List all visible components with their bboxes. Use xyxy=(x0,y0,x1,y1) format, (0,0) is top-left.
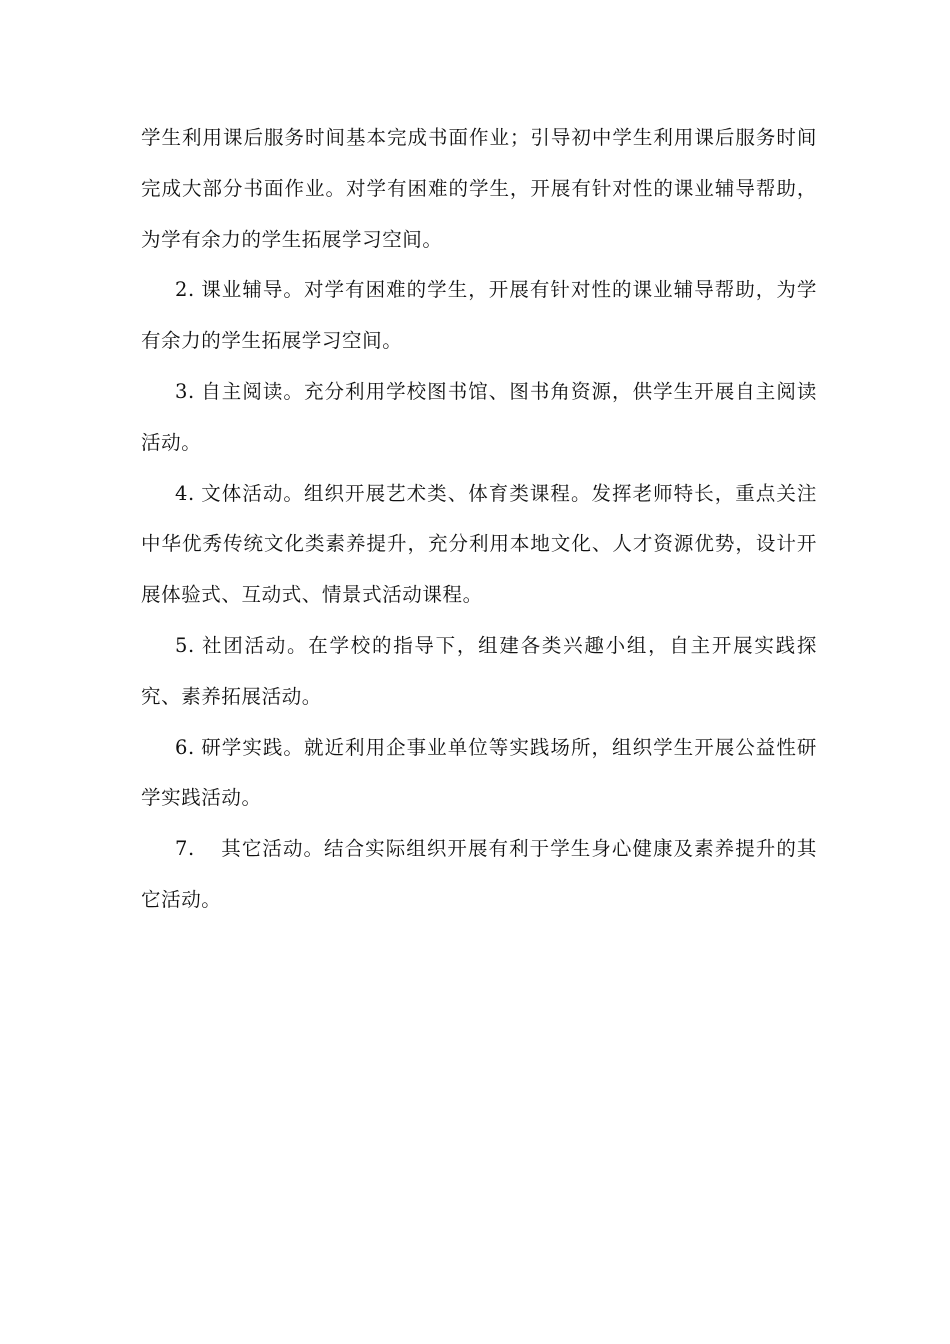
document-body xyxy=(141,113,817,926)
item-number: 3. xyxy=(175,379,195,403)
paragraph-item-3 xyxy=(141,367,817,469)
paragraph-text: 其它活动。结合实际组织开展有利于学生身心健康及素养提升的其它活动。 xyxy=(141,837,817,911)
paragraph-text: 学生利用课后服务时间基本完成书面作业；引导初中学生利用课后服务时间完成大部分书面作业。对学有困难的学生，开展有针对性的课业辅导帮助，为学有余力的学生拓展学习空间。 xyxy=(141,126,817,251)
paragraph-item-5 xyxy=(141,621,817,723)
paragraph-item-4 xyxy=(141,469,817,621)
item-number: 7. xyxy=(175,837,195,861)
paragraph-text: 文体活动。组织开展艺术类、体育类课程。发挥老师特长，重点关注中华优秀传统文化类素养提升，充分利用本地文化、人才资源优势，设计开展体验式、互动式、情景式活动课程。 xyxy=(141,481,817,607)
item-number: 6. xyxy=(175,735,195,759)
paragraph-item-6 xyxy=(141,723,817,825)
paragraph-continuation xyxy=(141,113,817,265)
item-number: 4. xyxy=(175,481,195,505)
paragraph-item-7 xyxy=(141,824,817,926)
paragraph-text: 自主阅读。充分利用学校图书馆、图书角资源，供学生开展自主阅读活动。 xyxy=(141,379,817,454)
item-number: 2. xyxy=(175,278,195,302)
paragraph-text: 社团活动。在学校的指导下，组建各类兴趣小组，自主开展实践探究、素养拓展活动。 xyxy=(141,633,817,708)
paragraph-item-2 xyxy=(141,265,817,367)
paragraph-text: 研学实践。就近利用企事业单位等实践场所，组织学生开展公益性研学实践活动。 xyxy=(141,735,817,810)
paragraph-text: 课业辅导。对学有困难的学生，开展有针对性的课业辅导帮助，为学有余力的学生拓展学习空间。 xyxy=(141,278,817,353)
item-number: 5. xyxy=(175,633,195,657)
